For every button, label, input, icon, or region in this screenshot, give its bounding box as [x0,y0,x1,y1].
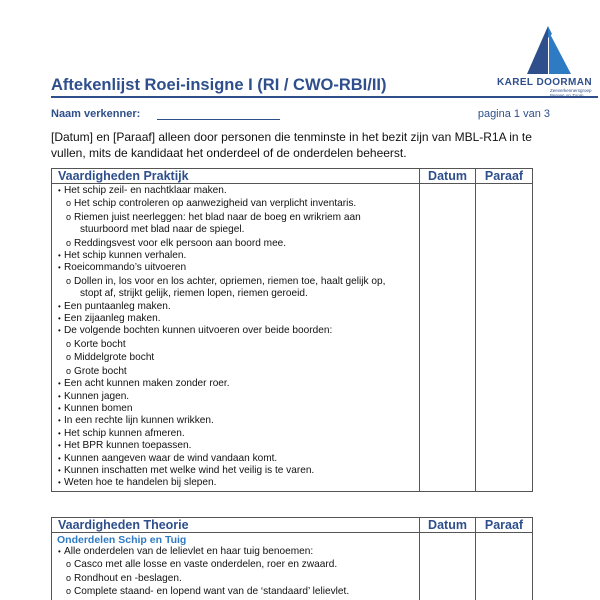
page-number: pagina 1 van 3 [477,108,550,120]
checklist-item-text: Casco met alle losse en vaste onderdelen, roer en zwaard. [74,559,338,571]
checklist-item-text: Dollen in, los voor en los achter, opriemen, riemen toe, haalt gelijk op, [74,275,386,287]
checklist-item-text: In een rechte lijn kunnen wrikken. [64,415,214,427]
checklist-item-text: Kunnen inschatten met welke wind het veilig is te varen. [64,464,315,476]
checklist-item [57,365,419,378]
checklist-item-text: Een puntaanleg maken. [64,300,171,312]
checklist-item [57,477,419,489]
checklist-item [57,185,419,197]
praktijk-items [52,184,420,492]
name-field[interactable] [157,119,280,120]
theorie-heading: Vaardigheden Theorie [52,518,420,533]
intro-text: [Datum] en [Paraaf] alleen door personen die tenminste in het bezit zijn van MBL-R1A in te vullen, mits de kandidaat het onderdeel of de onderdelen beheerst. [51,130,532,160]
checklist-item-text: Een zijaanleg maken. [64,313,161,325]
checklist-item-text: Grote bocht [74,365,127,377]
checklist-item [57,415,419,427]
checklist-item-text: Een acht kunnen maken zonder roer. [64,378,230,390]
sailboat-logo-icon [519,24,577,78]
checklist-item-text: Het schip kunnen afmeren. [64,427,185,439]
checklist-item-text: Het BPR kunnen toepassen. [64,440,192,452]
checklist-item [57,301,419,313]
checklist-item [57,378,419,390]
checklist-item-text: Alle onderdelen van de lelievlet en haar tuig benoemen: [64,546,314,557]
checklist-item-text: Het schip kunnen verhalen. [64,250,187,262]
checklist-item-text: Rondhout en -beslagen. [74,572,182,584]
title-rule [51,96,598,98]
checklist-item [57,237,419,250]
theorie-paraaf-cell[interactable] [476,533,533,600]
checklist-item [57,338,419,351]
checklist-item [57,572,419,585]
checklist-item [57,403,419,415]
checklist-item-text: Riemen juist neerleggen: het blad naar de boeg en wrikriem aan [74,211,361,223]
praktijk-heading: Vaardigheden Praktijk [52,169,420,184]
praktijk-table [51,168,533,492]
checklist-item-text: Het schip zeil- en nachtklaar maken. [64,185,227,196]
page-title: Aftekenlijst Roei-insigne I (RI / CWO-RBI/II) [51,76,387,94]
checklist-item [57,440,419,452]
theorie-items [52,533,420,600]
theorie-datum-header: Datum [420,518,476,533]
praktijk-paraaf-header: Paraaf [476,169,533,184]
checklist-item-text: Kunnen aangeven waar de wind vandaan komt. [64,452,278,464]
theorie-paraaf-header: Paraaf [476,518,533,533]
logo-name: KAREL DOORMAN [497,77,593,88]
logo-subtitle-line2: Bergen op Zoom [550,93,584,98]
checklist-item-continuation: stuurboord met blad naar de spiegel. [80,224,245,236]
checklist-item [57,325,419,337]
checklist-item-text: De volgende bochten kunnen uitvoeren over beide boorden: [64,325,333,337]
karel-doorman-logo [497,24,600,96]
checklist-item [57,546,419,558]
checklist-item [57,558,419,571]
checklist-item [57,275,419,301]
theorie-datum-cell[interactable] [420,533,476,600]
checklist-item [57,313,419,325]
checklist-item [57,585,419,598]
logo-subtitle-line1: Zeeverkennersgroep [550,88,592,93]
checklist-item-text: Weten hoe te handelen bij slepen. [64,477,217,489]
checklist-item [57,453,419,465]
checklist-item [57,391,419,403]
checklist-item-text: Kunnen jagen. [64,390,130,402]
theorie-sub-heading: Onderdelen Schip en Tuig [57,534,187,546]
praktijk-datum-cell[interactable] [420,184,476,492]
checklist-item [57,250,419,262]
praktijk-datum-header: Datum [420,169,476,184]
theorie-table [51,517,533,600]
checklist-item-text: Reddingsvest voor elk persoon aan boord mee. [74,237,287,249]
checklist-item [57,351,419,364]
logo-subtitle [550,88,592,98]
checklist-item-text: Het schip controleren op aanwezigheid van verplicht inventaris. [74,198,357,210]
checklist-item [57,211,419,237]
checklist-item-text: Roeicommando’s uitvoeren [64,262,187,274]
checklist-item-continuation: stopt af, strijkt gelijk, riemen lopen, riemen geroeid. [80,288,308,300]
checklist-item-text: Kunnen bomen [64,402,133,414]
checklist-item [57,428,419,440]
praktijk-paraaf-cell[interactable] [476,184,533,492]
checklist-item [57,197,419,210]
checklist-item-text: Middelgrote bocht [74,352,155,364]
checklist-item [57,465,419,477]
checklist-item-text: Korte bocht [74,338,126,350]
checklist-item [57,262,419,274]
name-label: Naam verkenner: [51,108,141,120]
checklist-item-text: Complete staand- en lopend want van de ‘standaard’ lelievlet. [74,586,350,598]
